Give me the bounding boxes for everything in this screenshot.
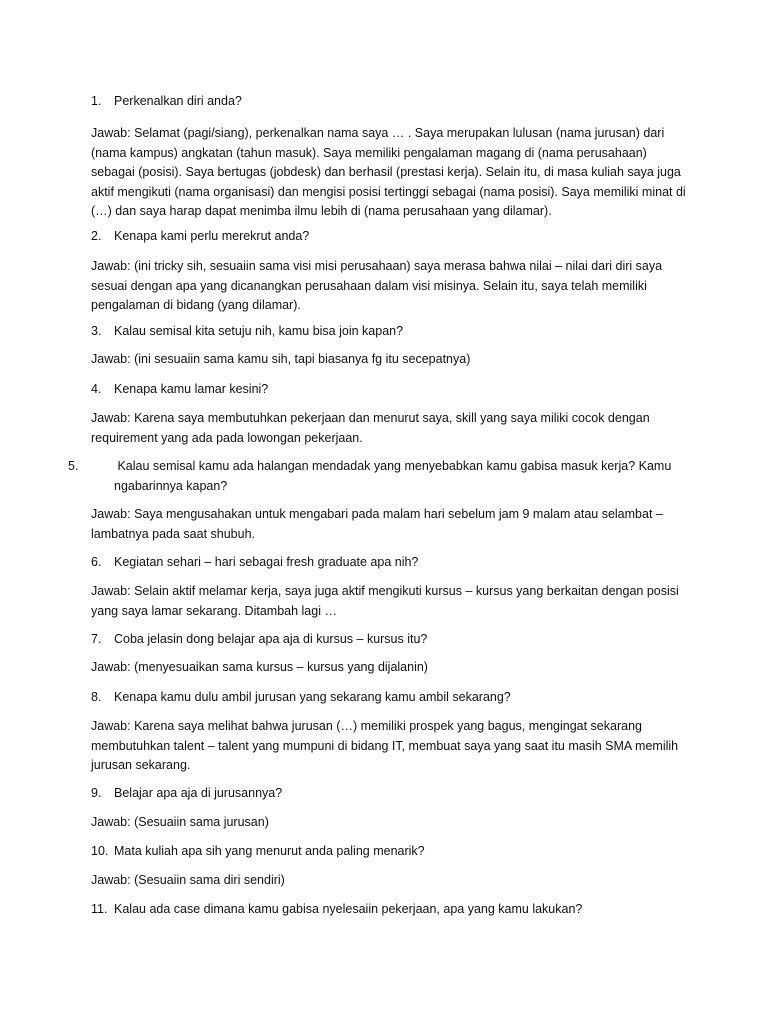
question-1 [91,92,691,112]
question-text: Kenapa kami perlu merekrut anda? [114,229,310,243]
question-5 [68,457,714,496]
question-text: Coba jelasin dong belajar apa aja di kursus – kursus itu? [114,632,428,646]
question-number: 3. [91,324,102,338]
answer-6: Jawab: Selain aktif melamar kerja, saya juga aktif mengikuti kursus – kursus yang berkaitan dengan posisi yang saya lamar sekarang. Ditambah lagi … [91,584,679,618]
question-text: Kalau semisal kita setuju nih, kamu bisa join kapan? [114,324,404,338]
question-number: 6. [91,555,102,569]
question-text: Kegiatan sehari – hari sebagai fresh graduate apa nih? [114,555,419,569]
answer-2: Jawab: (ini tricky sih, sesuaiin sama visi misi perusahaan) saya merasa bahwa nilai – nilai dari diri saya sesuai dengan apa yang dicanangkan perusahaan dalam visi misinya. Selain itu, saya telah memiliki pengalaman di bidang (yang dilamar). [91,259,663,312]
question-text: Kalau ada case dimana kamu gabisa nyelesaiin pekerjaan, apa yang kamu lakukan? [114,902,583,916]
answer-3: Jawab: (ini sesuaiin sama kamu sih, tapi biasanya fg itu secepatnya) [91,352,471,366]
question-text: Mata kuliah apa sih yang menurut anda paling menarik? [114,844,425,858]
question-7 [91,630,691,650]
question-10 [91,842,691,862]
question-number: 10. [91,844,109,858]
answer-7: Jawab: (menyesuaikan sama kursus – kursus yang dijalanin) [91,660,428,674]
question-number: 1. [91,94,102,108]
question-number: 7. [91,632,102,646]
question-number: 8. [91,690,102,704]
answer-1: Jawab: Selamat (pagi/siang), perkenalkan nama saya … . Saya merupakan lulusan (nama jurusan) dari (nama kampus) angkatan (tahun masuk). Saya memiliki pengalaman magang di (nama perusahaan) sebagai (posisi). Saya bertugas (jobdesk) dan berhasil (prestasi kerja). Selain itu, di masa kuliah saya juga aktif mengikuti (nama organisasi) dan mengisi posisi tertinggi sebagai (nama posisi). Saya memiliki minat di (…) dan saya harap dapat menimba ilmu lebih di (nama perusahaan yang dilamar). [91,126,686,218]
question-text: Belajar apa aja di jurusannya? [114,786,283,800]
question-number: 4. [91,382,102,396]
question-8 [91,688,691,708]
question-text: Kenapa kamu lamar kesini? [114,382,269,396]
answer-8: Jawab: Karena saya melihat bahwa jurusan (…) memiliki prospek yang bagus, mengingat sekarang membutuhkan talent – talent yang mumpuni di bidang IT, membuat saya yang saat itu masih SMA memilih jurusan sekarang. [91,719,679,772]
question-number: 2. [91,229,102,243]
question-9 [91,784,691,804]
question-3 [91,322,691,342]
question-6 [91,553,691,573]
answer-9: Jawab: (Sesuaiin sama jurusan) [91,815,269,829]
question-text: Kalau semisal kamu ada halangan mendadak yang menyebabkan kamu gabisa masuk kerja? Kamu ngabarinnya kapan? [114,459,672,493]
answer-10: Jawab: (Sesuaiin sama diri sendiri) [91,873,285,887]
answer-4: Jawab: Karena saya membutuhkan pekerjaan dan menurut saya, skill yang saya miliki cocok dengan requirement yang ada pada lowongan pekerjaan. [91,411,650,445]
answer-5: Jawab: Saya mengusahakan untuk mengabari pada malam hari sebelum jam 9 malam atau selambat – lambatnya pada saat shubuh. [91,507,663,541]
question-text: Perkenalkan diri anda? [114,94,242,108]
question-text: Kenapa kamu dulu ambil jurusan yang sekarang kamu ambil sekarang? [114,690,511,704]
question-number: 11. [91,902,108,916]
question-number: 9. [91,786,102,800]
question-2 [91,227,691,247]
question-11 [91,900,691,920]
question-4 [91,380,691,400]
question-number: 5. [68,459,79,473]
